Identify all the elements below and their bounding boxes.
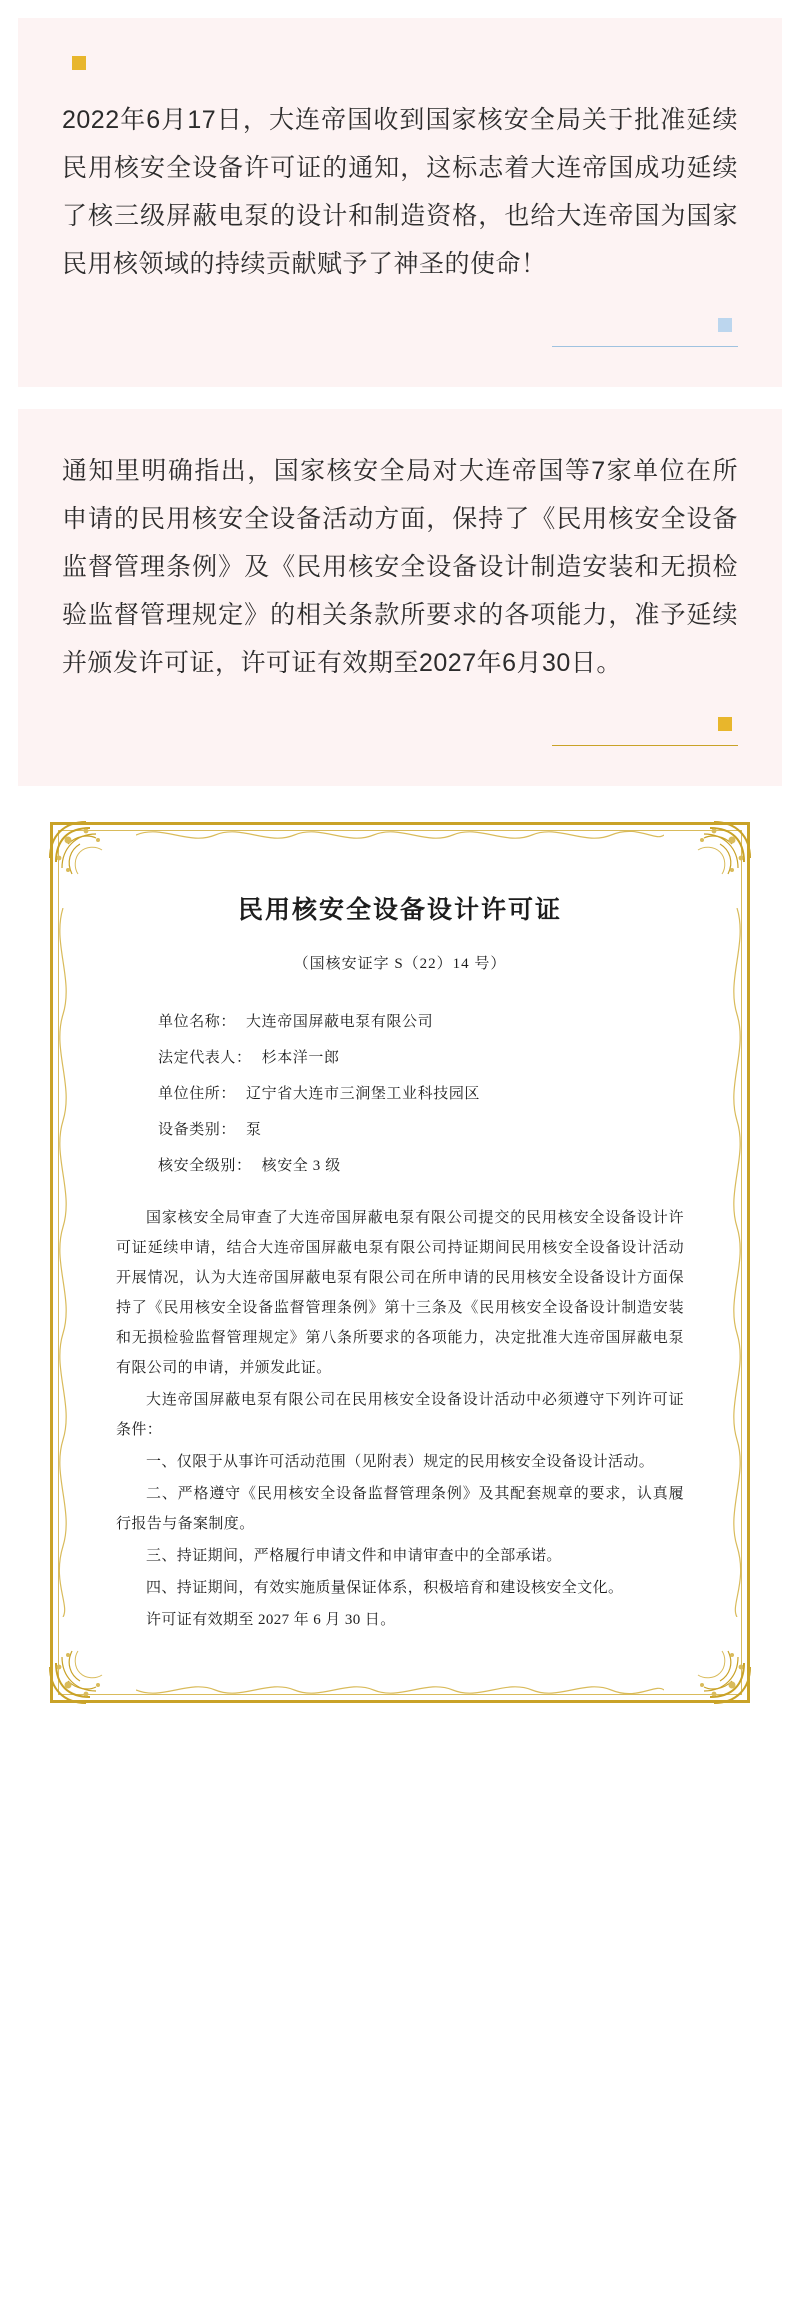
article-paragraph-1: 2022年6月17日，大连帝国收到国家核安全局关于批准延续民用核安全设备许可证的通知，这标志着大连帝国成功延续了核三级屏蔽电泵的设计和制造资格，也给大连帝国为国家民用核领域的持续贡献赋予了神圣的使命！ <box>62 106 738 278</box>
certificate-paragraph: 三、持证期间，严格履行申请文件和申请审查中的全部承诺。 <box>146 1548 562 1564</box>
block-2-footer <box>62 717 738 746</box>
certificate-body <box>116 1203 684 1635</box>
certificate-field <box>158 1151 684 1181</box>
certificate-field <box>158 1079 684 1109</box>
certificate-paragraph: 大连帝国屏蔽电泵有限公司在民用核安全设备设计活动中必须遵守下列许可证条件： <box>116 1392 684 1438</box>
certificate-paragraph: 四、持证期间，有效实施质量保证体系，积极培育和建设核安全文化。 <box>146 1580 624 1596</box>
field-label: 单位住所： <box>158 1086 237 1102</box>
article-block-1 <box>18 18 782 387</box>
article-block-2 <box>18 409 782 786</box>
divider-line <box>552 745 738 746</box>
yellow-square-marker-icon <box>718 717 732 731</box>
certificate-title: 民用核安全设备设计许可证 <box>237 897 562 924</box>
field-value: 核安全 3 级 <box>261 1158 341 1174</box>
certificate-image <box>18 808 782 1717</box>
block-1-footer <box>62 318 738 347</box>
divider-line <box>552 346 738 347</box>
certificate-content <box>62 834 738 1691</box>
blue-square-marker-icon <box>718 318 732 332</box>
field-value: 大连帝国屏蔽电泵有限公司 <box>246 1014 434 1030</box>
field-label: 设备类别： <box>158 1122 237 1138</box>
field-label: 法定代表人： <box>158 1050 252 1066</box>
field-label: 核安全级别： <box>158 1158 252 1174</box>
field-value: 杉本洋一郎 <box>261 1050 340 1066</box>
certificate-fields <box>116 1007 684 1181</box>
certificate-paragraph: 二、严格遵守《民用核安全设备监督管理条例》及其配套规章的要求，认真履行报告与备案制度。 <box>116 1486 684 1532</box>
certificate-card <box>36 808 764 1717</box>
certificate-field <box>158 1115 684 1145</box>
certificate-field <box>158 1043 684 1073</box>
field-label: 单位名称： <box>158 1014 237 1030</box>
certificate-field <box>158 1007 684 1037</box>
certificate-paragraph: 国家核安全局审查了大连帝国屏蔽电泵有限公司提交的民用核安全设备设计许可证延续申请，结合大连帝国屏蔽电泵有限公司持证期间民用核安全设备设计活动开展情况，认为大连帝国屏蔽电泵有限公司在所申请的民用核安全设备设计方面保持了《民用核安全设备监督管理条例》第十三条及《民用核安全设备设计制造安装和无损检验监督管理规定》第八条所要求的各项能力，决定批准大连帝国屏蔽电泵有限公司的申请，并颁发此证。 <box>116 1210 684 1376</box>
certificate-paragraph: 许可证有效期至 2027 年 6 月 30 日。 <box>146 1612 396 1628</box>
field-value: 辽宁省大连市三涧堡工业科技园区 <box>246 1086 481 1102</box>
certificate-paragraph: 一、仅限于从事许可活动范围（见附表）规定的民用核安全设备设计活动。 <box>146 1454 655 1470</box>
yellow-square-marker-icon <box>72 56 86 70</box>
field-value: 泵 <box>246 1122 262 1138</box>
article-paragraph-2: 通知里明确指出，国家核安全局对大连帝国等7家单位在所申请的民用核安全设备活动方面，保持了《民用核安全设备监督管理条例》及《民用核安全设备设计制造安装和无损检验监督管理规定》的相关条款所要求的各项能力，准予延续并颁发许可证，许可证有效期至2027年6月30日。 <box>62 457 738 677</box>
certificate-number: （国核安证字 S（22）14 号） <box>293 956 507 972</box>
